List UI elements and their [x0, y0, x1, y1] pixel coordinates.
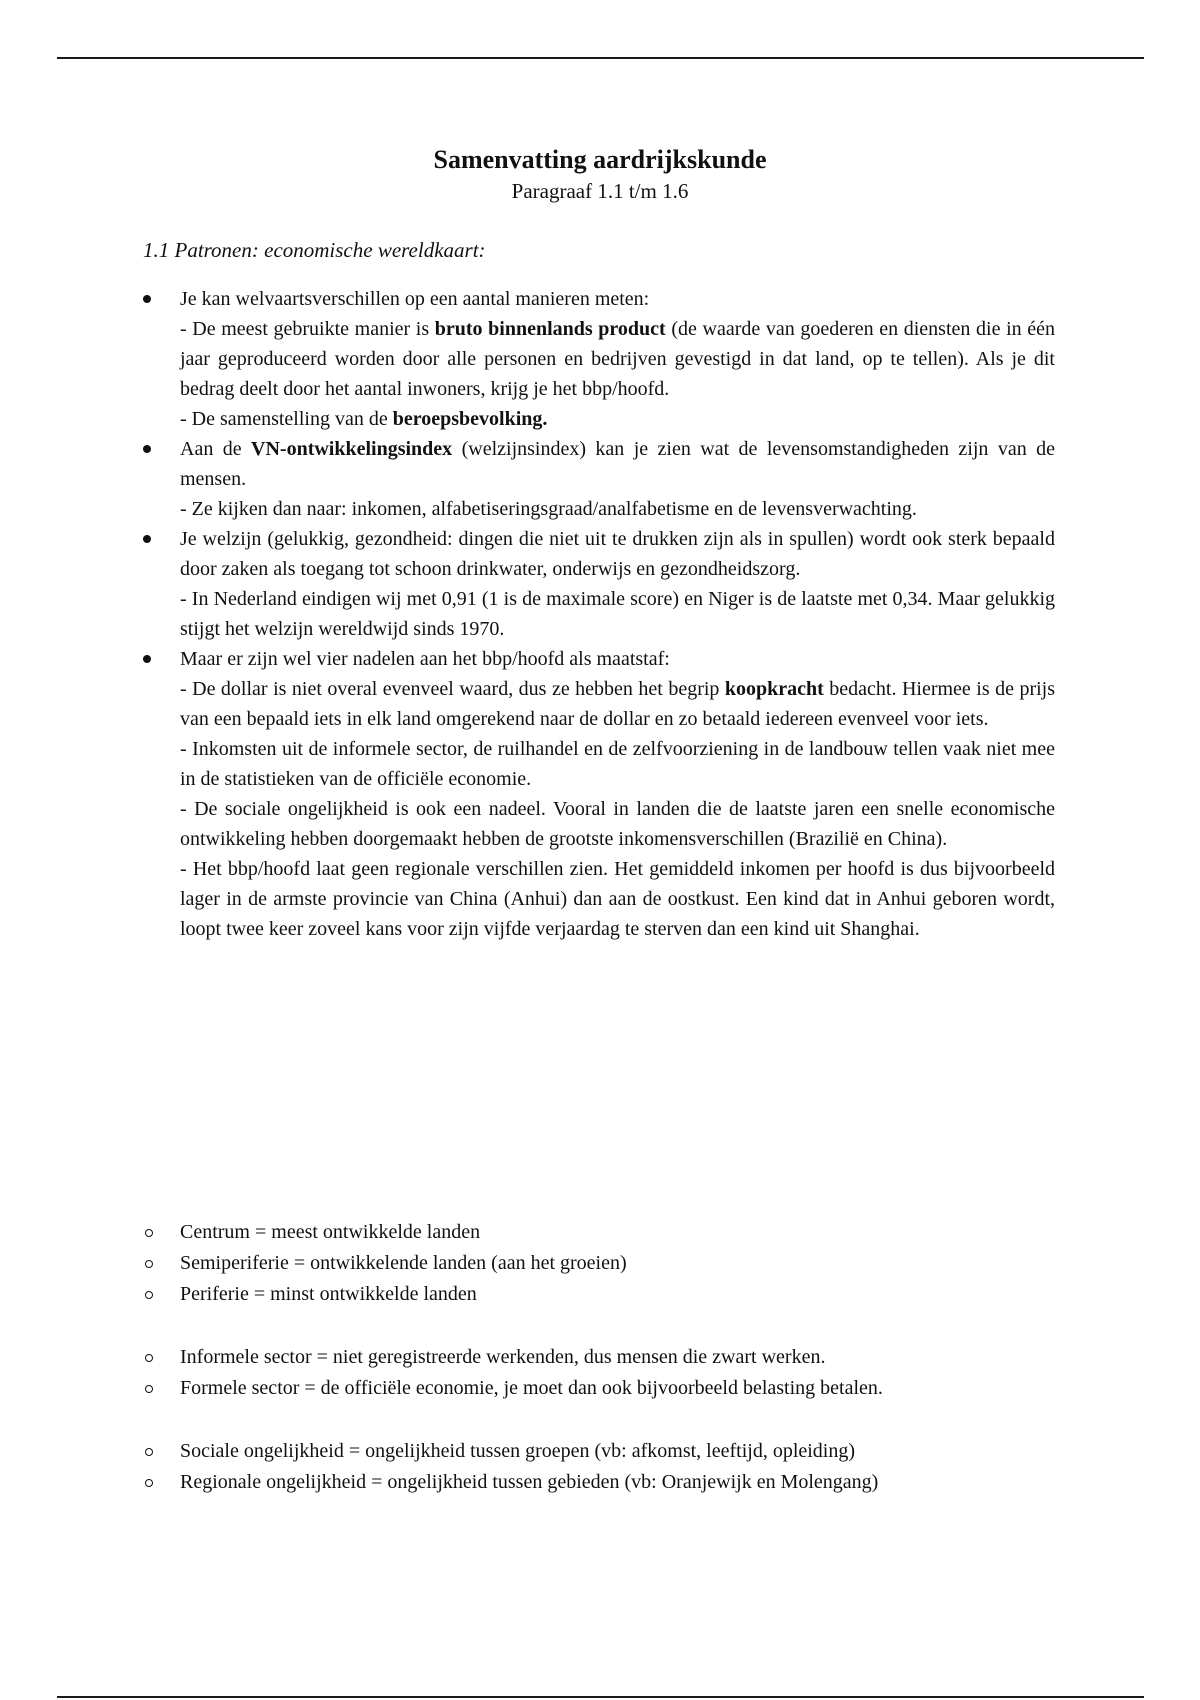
definition-item: Formele sector = de officiële economie, je moet dan ook bijvoorbeeld belasting betalen. [143, 1373, 1055, 1404]
definition-item: Sociale ongelijkheid = ongelijkheid tussen groepen (vb: afkomst, leeftijd, opleiding) [143, 1436, 1055, 1467]
bullet-paragraph: - De sociale ongelijkheid is ook een nadeel. Vooral in landen die de laatste jaren een snelle economische ontwikkeling hebben doorgemaakt hebben de grootste inkomensverschillen (Brazilië en China). [180, 798, 1055, 850]
bullet-item-vn-index [143, 434, 1055, 524]
definition-item: Centrum = meest ontwikkelde landen [143, 1217, 1055, 1248]
bullet-paragraph: Je welzijn (gelukkig, gezondheid: dingen die niet uit te drukken zijn als in spullen) wordt ook sterk bepaald door zaken als toegang tot schoon drinkwater, onderwijs en gezondheidszorg. [180, 528, 1055, 580]
bullet-paragraph [180, 404, 1055, 434]
text-run: bedacht. Hiermee is de prijs van een bepaald iets in elk land omgerekend naar de dollar en zo betaald iedereen evenveel voor iets. [180, 678, 1055, 730]
document-title: Samenvatting aardrijkskunde [433, 145, 767, 174]
main-content [143, 284, 1055, 944]
text-run: Aan de [180, 438, 252, 460]
bullet-paragraph: - Inkomsten uit de informele sector, de ruilhandel en de zelfvoorziening in de landbouw tellen vaak niet mee in de statistieken van de officiële economie. [180, 738, 1055, 790]
text-run: - De meest gebruikte manier is [180, 318, 435, 340]
bullet-paragraph: - Het bbp/hoofd laat geen regionale verschillen zien. Het gemiddeld inkomen per hoofd is dus bijvoorbeeld lager in de armste provincie van China (Anhui) dan aan de oostkust. Een kind dat in Anhui geboren wordt, loopt twee keer zoveel kans voor zijn vijfde verjaardag te sterven dan een kind uit Shanghai. [180, 858, 1055, 940]
bullet-item-measuring [143, 284, 1055, 434]
bullet-paragraph [180, 314, 1055, 404]
bold-term-bbp: bruto binnenlands product [434, 318, 666, 340]
text-run: - De samenstelling van de [180, 408, 393, 430]
definition-item: Periferie = minst ontwikkelde landen [143, 1279, 1055, 1310]
definition-item: Informele sector = niet geregistreerde werkenden, dus mensen die zwart werken. [143, 1342, 1055, 1373]
definition-item: Semiperiferie = ontwikkelende landen (aan het groeien) [143, 1248, 1055, 1279]
bullet-intro: Je kan welvaartsverschillen op een aantal manieren meten: [180, 288, 650, 310]
bullet-paragraph: - In Nederland eindigen wij met 0,91 (1 is de maximale score) en Niger is de laatste met 0,34. Maar gelukkig stijgt het welzijn wereldwijd sinds 1970. [180, 588, 1055, 640]
bullet-paragraph: - Ze kijken dan naar: inkomen, alfabetiseringsgraad/analfabetisme en de levensverwachting. [180, 498, 917, 520]
bullet-list [143, 284, 1055, 944]
top-rule [57, 57, 1144, 59]
bold-term-koopkracht: koopkracht [724, 678, 824, 700]
definition-item: Regionale ongelijkheid = ongelijkheid tussen gebieden (vb: Oranjewijk en Molengang) [143, 1467, 1055, 1498]
bullet-paragraph [180, 434, 1055, 494]
definitions-group-development [143, 1217, 1055, 1310]
bullet-item-nadelen [143, 644, 1055, 944]
text-run: (welzijnsindex) kan je zien wat de levensomstandigheden zijn van de mensen. [180, 438, 1056, 490]
bold-term-vn-index: VN-ontwikkelingsindex [251, 438, 453, 460]
bottom-rule [57, 1696, 1144, 1698]
section-heading: 1.1 Patronen: economische wereldkaart: [143, 238, 486, 262]
bullet-item-welzijn [143, 524, 1055, 644]
bullet-intro: Maar er zijn wel vier nadelen aan het bbp/hoofd als maatstaf: [180, 648, 670, 670]
definitions-group-inequality [143, 1436, 1055, 1498]
bullet-paragraph [180, 674, 1055, 734]
document-header [0, 143, 1200, 205]
bold-term-beroepsbevolking: beroepsbevolking. [392, 408, 548, 430]
document-subtitle: Paragraaf 1.1 t/m 1.6 [511, 179, 689, 203]
definitions-group-sector [143, 1342, 1055, 1404]
text-run: - De dollar is niet overal evenveel waard, dus ze hebben het begrip [180, 678, 725, 700]
text-run: (de waarde van goederen en diensten die in één jaar geproduceerd worden door alle personen en bedrijven gevestigd in dat land, op te tellen). Als je dit bedrag deelt door het aantal inwoners, krijg je het bbp/hoofd. [180, 318, 1056, 400]
